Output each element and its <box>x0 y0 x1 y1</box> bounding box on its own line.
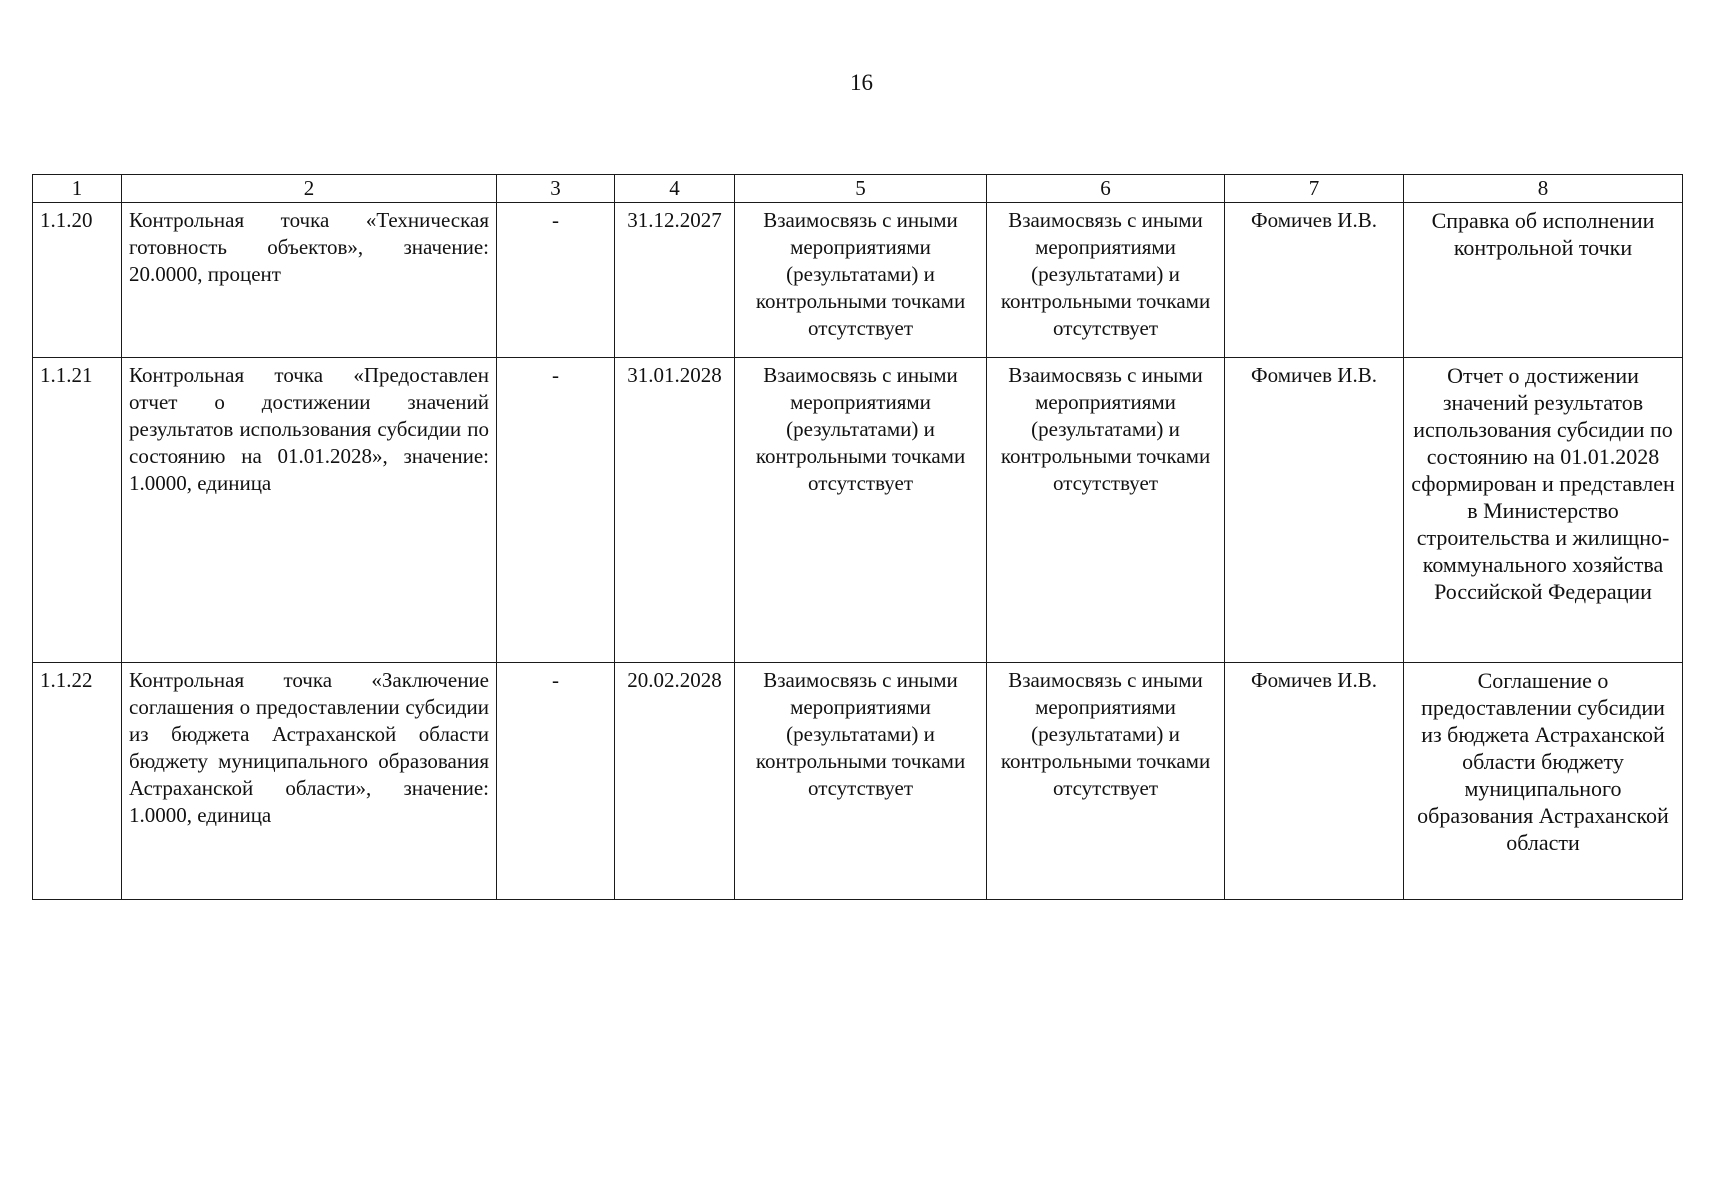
column-header: 5 <box>735 175 987 203</box>
relation-cell: Взаимосвязь с иными мероприятиями (результатами) и контрольными точками отсутствует <box>735 663 987 900</box>
relation-cell: Взаимосвязь с иными мероприятиями (результатами) и контрольными точками отсутствует <box>987 358 1225 663</box>
document-cell: Соглашение о предоставлении субсидии из бюджета Астраханской области бюджету муниципального образования Астраханской области <box>1404 663 1683 900</box>
relation-cell: Взаимосвязь с иными мероприятиями (результатами) и контрольными точками отсутствует <box>735 358 987 663</box>
row-id-cell: 1.1.20 <box>33 203 122 358</box>
row-id-cell: 1.1.21 <box>33 358 122 663</box>
date-cell: 31.12.2027 <box>615 203 735 358</box>
row-id-cell: 1.1.22 <box>33 663 122 900</box>
dash-cell: - <box>497 663 615 900</box>
column-header: 7 <box>1225 175 1404 203</box>
document-cell: Справка об исполнении контрольной точки <box>1404 203 1683 358</box>
document-cell: Отчет о достижении значений результатов использования субсидии по состоянию на 01.01.2028 сформирован и представлен в Министерство строительства и жилищно-коммунального хозяйства Российской Федерации <box>1404 358 1683 663</box>
table-header-row <box>33 175 1683 203</box>
description-cell: Контрольная точка «Предоставлен отчет о достижении значений результатов использования субсидии по состоянию на 01.01.2028», значение: 1.0000, единица <box>122 358 497 663</box>
table-row <box>33 203 1683 358</box>
column-header: 4 <box>615 175 735 203</box>
responsible-cell: Фомичев И.В. <box>1225 358 1404 663</box>
responsible-cell: Фомичев И.В. <box>1225 203 1404 358</box>
table-row <box>33 663 1683 900</box>
column-header: 6 <box>987 175 1225 203</box>
column-header: 1 <box>33 175 122 203</box>
date-cell: 31.01.2028 <box>615 358 735 663</box>
relation-cell: Взаимосвязь с иными мероприятиями (результатами) и контрольными точками отсутствует <box>735 203 987 358</box>
dash-cell: - <box>497 358 615 663</box>
relation-cell: Взаимосвязь с иными мероприятиями (результатами) и контрольными точками отсутствует <box>987 663 1225 900</box>
column-header: 2 <box>122 175 497 203</box>
relation-cell: Взаимосвязь с иными мероприятиями (результатами) и контрольными точками отсутствует <box>987 203 1225 358</box>
date-cell: 20.02.2028 <box>615 663 735 900</box>
column-header: 3 <box>497 175 615 203</box>
page-number: 16 <box>850 70 873 95</box>
responsible-cell: Фомичев И.В. <box>1225 663 1404 900</box>
description-cell: Контрольная точка «Техническая готовность объектов», значение: 20.0000, процент <box>122 203 497 358</box>
control-points-table <box>32 174 1683 900</box>
dash-cell: - <box>497 203 615 358</box>
table-row <box>33 358 1683 663</box>
column-header: 8 <box>1404 175 1683 203</box>
description-cell: Контрольная точка «Заключение соглашения о предоставлении субсидии из бюджета Астраханской области бюджету муниципального образования Астраханской области», значение: 1.0000, единица <box>122 663 497 900</box>
